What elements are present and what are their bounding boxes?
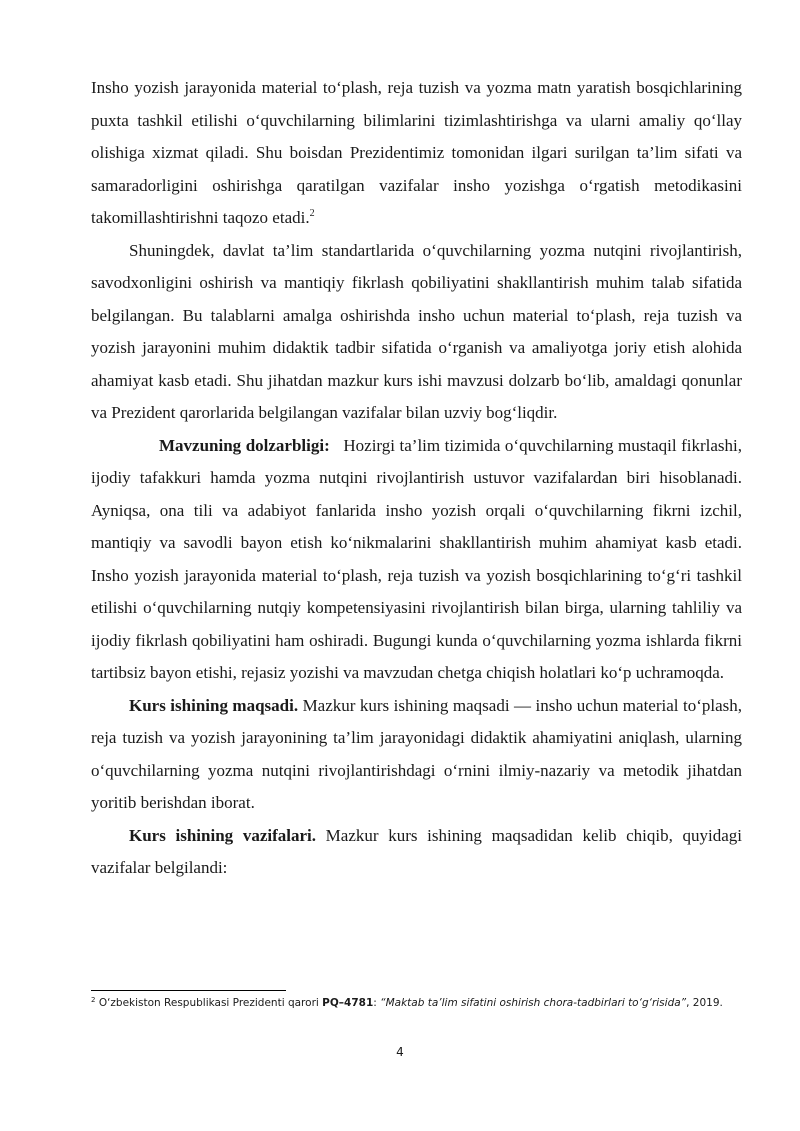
footnote-reference[interactable]: 2: [309, 208, 315, 219]
paragraph-2: [91, 235, 742, 430]
tasks-text: Mazkur kurs ishining maqsadidan kelib chiqib, quyidagi vazifalar belgilandi:: [91, 825, 743, 877]
paragraph-relevance: [91, 430, 742, 690]
footnote-code: PQ–4781: [322, 997, 374, 1009]
footnote-separator-char: :: [373, 997, 377, 1009]
page-number: 4: [396, 1045, 404, 1059]
relevance-heading: Mavzuning dolzarbligi:: [159, 435, 330, 455]
paragraph-goal: [91, 690, 742, 820]
relevance-text: Hozirgi ta’lim tizimida o‘quvchilarning mustaqil fikrlashi, ijodiy tafakkuri hamda yozma nutqini rivojlantirish ustuvor vazifalardan biri hisoblanadi. Ayniqsa, ona tili va adabiyot fanlarida insho yozish orqali o‘quvchilarning fikrni izchil, mantiqiy va savodli bayon etish ko‘nikmalarini shakllantirish muhim ahamiyat kasb etadi. Insho yozish jarayonida material to‘plash, reja tuzish va yozish bosqichlarining to‘g‘ri tashkil etilishi o‘quvchilarning nutqiy kompetensiyasini rivojlantirish bilan birga, ularning tahliliy va ijodiy fikrlash qobiliyatini ham oshiradi. Bugungi kunda o‘quvchilarning yozma ishlarda fikrni tartibsiz bayon etishi, rejasiz yozishi va mavzudan chetga chiqish holatlari ko‘p uchramoqda.: [91, 435, 743, 682]
footnote-number: 2: [91, 996, 96, 1004]
footnote-separator: [91, 990, 286, 991]
tasks-heading: Kurs ishining vazifalari.: [129, 825, 316, 845]
footnote-year: , 2019.: [686, 997, 723, 1009]
goal-text: Mazkur kurs ishining maqsadi — insho uchun material to‘plash, reja tuzish va yozish jarayonining ta’lim jarayonidagi didaktik ahamiyatini aniqlash, ularning o‘quvchilarning yozma nutqini rivojlantirishdagi o‘rnini ilmiy-nazariy va metodik jihatdan yoritib berishdan iborat.: [91, 695, 742, 812]
footnote-title: “Maktab ta’lim sifatini oshirish chora-tadbirlari to‘g‘risida”: [380, 997, 687, 1009]
footnote: [91, 995, 742, 1012]
footnote-prefix: O‘zbekiston Respublikasi Prezidenti qarori: [98, 997, 319, 1009]
paragraph-2-text: Shuningdek, davlat ta’lim standartlarida o‘quvchilarning yozma nutqini rivojlantirish, savodxonligini oshirish va mantiqiy fikrlash qobiliyatini shakllantirish muhim talab sifatida belgilangan. Bu talablarni amalga oshirishda insho uchun material to‘plash, reja tuzish va yozish jarayonini muhim didaktik tadbir sifatida o‘rganish va amaliyotga joriy etish alohida ahamiyat kasb etadi. Shu jihatdan mazkur kurs ishi mavzusi dolzarb bo‘lib, amaldagi qonunlar va Prezident qarorlarida belgilangan vazifalar bilan uzviy bog‘liqdir.: [91, 240, 742, 422]
document-body: [91, 72, 742, 885]
paragraph-1: [91, 72, 742, 235]
paragraph-tasks: [91, 820, 742, 885]
goal-heading: Kurs ishining maqsadi.: [129, 695, 299, 715]
paragraph-1-text: Insho yozish jarayonida material to‘plash, reja tuzish va yozma matn yaratish bosqichlarining puxta tashkil etilishi o‘quvchilarning bilimlarini tizimlashtirishga va ularni amaliy qo‘llay olishiga xizmat qiladi. Shu boisdan Prezidentimiz tomonidan ilgari surilgan ta’lim sifati va samaradorligini oshirishga qaratilgan vazifalar insho yozishga o‘rgatish metodikasini takomillashtirishni taqozo etadi.: [91, 78, 742, 227]
